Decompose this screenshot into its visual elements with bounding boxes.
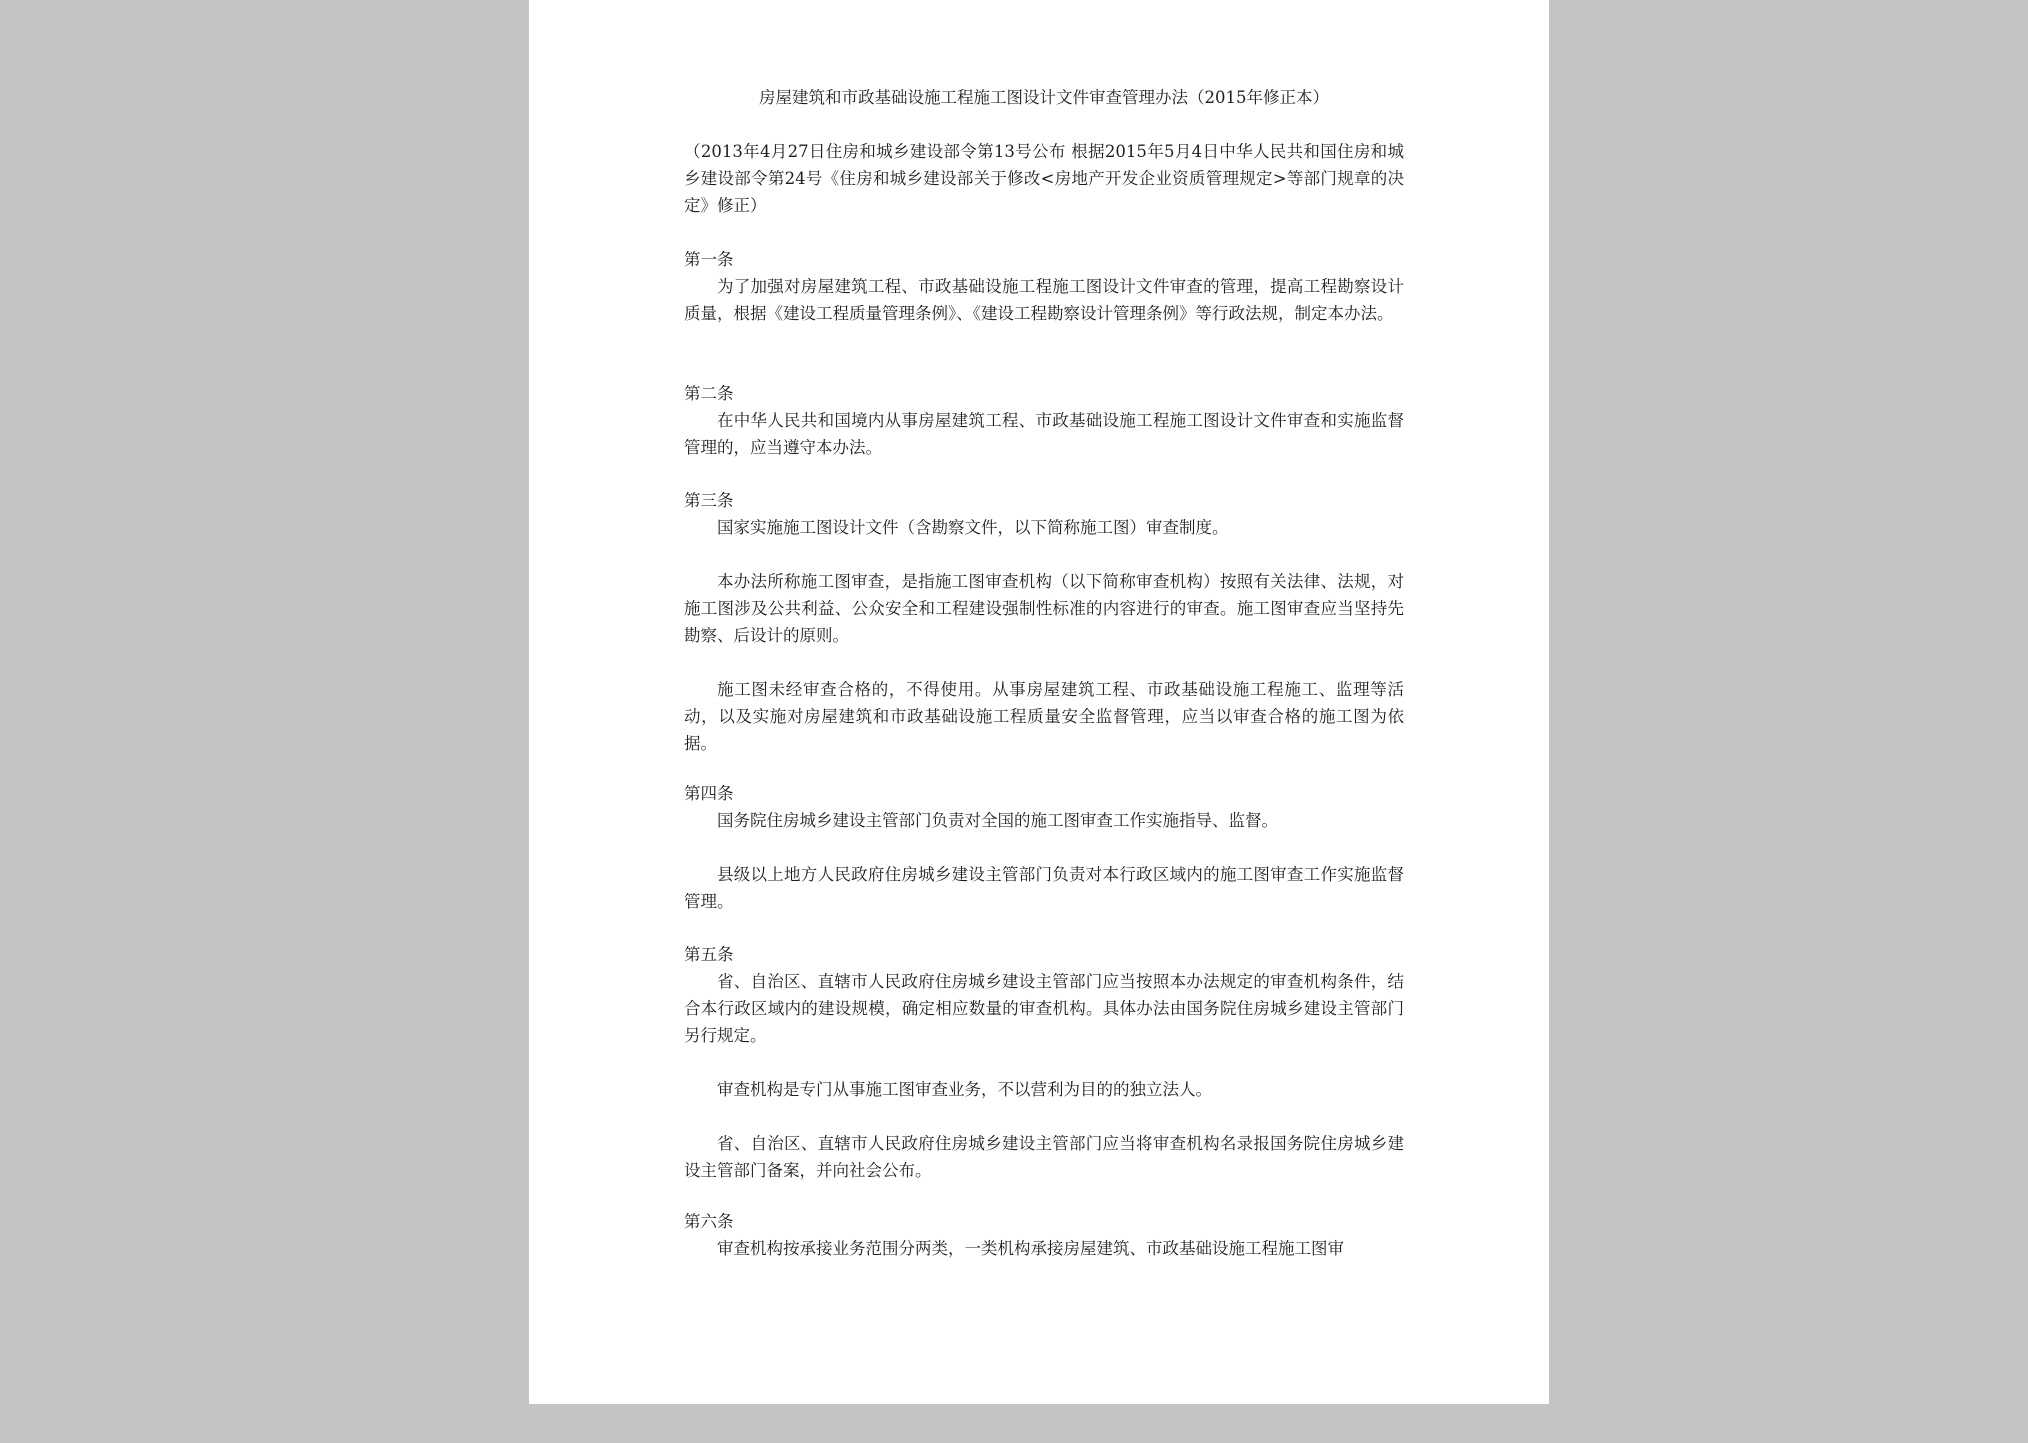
article-paragraph: 审查机构按承接业务范围分两类，一类机构承接房屋建筑、市政基础设施工程施工图审	[717, 1239, 1344, 1258]
document-title: 房屋建筑和市政基础设施工程施工图设计文件审查管理办法（2015年修正本）	[759, 88, 1329, 107]
article-paragraph: 省、自治区、直辖市人民政府住房城乡建设主管部门应当将审查机构名录报国务院住房城乡建设主管部门备案，并向社会公布。	[684, 1134, 1404, 1180]
article-6	[684, 1208, 1404, 1262]
document-preamble: （2013年4月27日住房和城乡建设部令第13号公布 根据2015年5月4日中华人民共和国住房和城乡建设部令第24号《住房和城乡建设部关于修改<房地产开发企业资质管理规定>等部门规章的决定》修正）	[684, 142, 1404, 215]
article-heading: 第一条	[684, 250, 734, 269]
article-paragraph: 在中华人民共和国境内从事房屋建筑工程、市政基础设施工程施工图设计文件审查和实施监督管理的，应当遵守本办法。	[684, 411, 1404, 457]
article-5	[684, 941, 1404, 1184]
document-page	[529, 0, 1549, 1404]
article-heading: 第五条	[684, 945, 734, 964]
article-paragraph: 国务院住房城乡建设主管部门负责对全国的施工图审查工作实施指导、监督。	[717, 811, 1278, 830]
article-heading: 第二条	[684, 384, 734, 403]
article-heading: 第六条	[684, 1212, 734, 1231]
article-3	[684, 487, 1404, 757]
article-paragraph: 省、自治区、直辖市人民政府住房城乡建设主管部门应当按照本办法规定的审查机构条件，结合本行政区域内的建设规模，确定相应数量的审查机构。具体办法由国务院住房城乡建设主管部门另行规定。	[684, 972, 1404, 1045]
article-4	[684, 780, 1404, 915]
article-paragraph: 本办法所称施工图审查，是指施工图审查机构（以下简称审查机构）按照有关法律、法规，对施工图涉及公共利益、公众安全和工程建设强制性标准的内容进行的审查。施工图审查应当坚持先勘察、后设计的原则。	[684, 572, 1404, 645]
article-paragraph: 国家实施施工图设计文件（含勘察文件，以下简称施工图）审查制度。	[717, 518, 1229, 537]
article-heading: 第四条	[684, 784, 734, 803]
article-paragraph: 施工图未经审查合格的，不得使用。从事房屋建筑工程、市政基础设施工程施工、监理等活动，以及实施对房屋建筑和市政基础设施工程质量安全监督管理，应当以审查合格的施工图为依据。	[684, 680, 1404, 753]
article-heading: 第三条	[684, 491, 734, 510]
article-1	[684, 246, 1404, 327]
article-paragraph: 为了加强对房屋建筑工程、市政基础设施工程施工图设计文件审查的管理，提高工程勘察设计质量，根据《建设工程质量管理条例》、《建设工程勘察设计管理条例》等行政法规，制定本办法。	[684, 277, 1404, 323]
article-2	[684, 380, 1404, 461]
article-paragraph: 审查机构是专门从事施工图审查业务，不以营利为目的的独立法人。	[717, 1080, 1212, 1099]
article-paragraph: 县级以上地方人民政府住房城乡建设主管部门负责对本行政区域内的施工图审查工作实施监督管理。	[684, 865, 1404, 911]
